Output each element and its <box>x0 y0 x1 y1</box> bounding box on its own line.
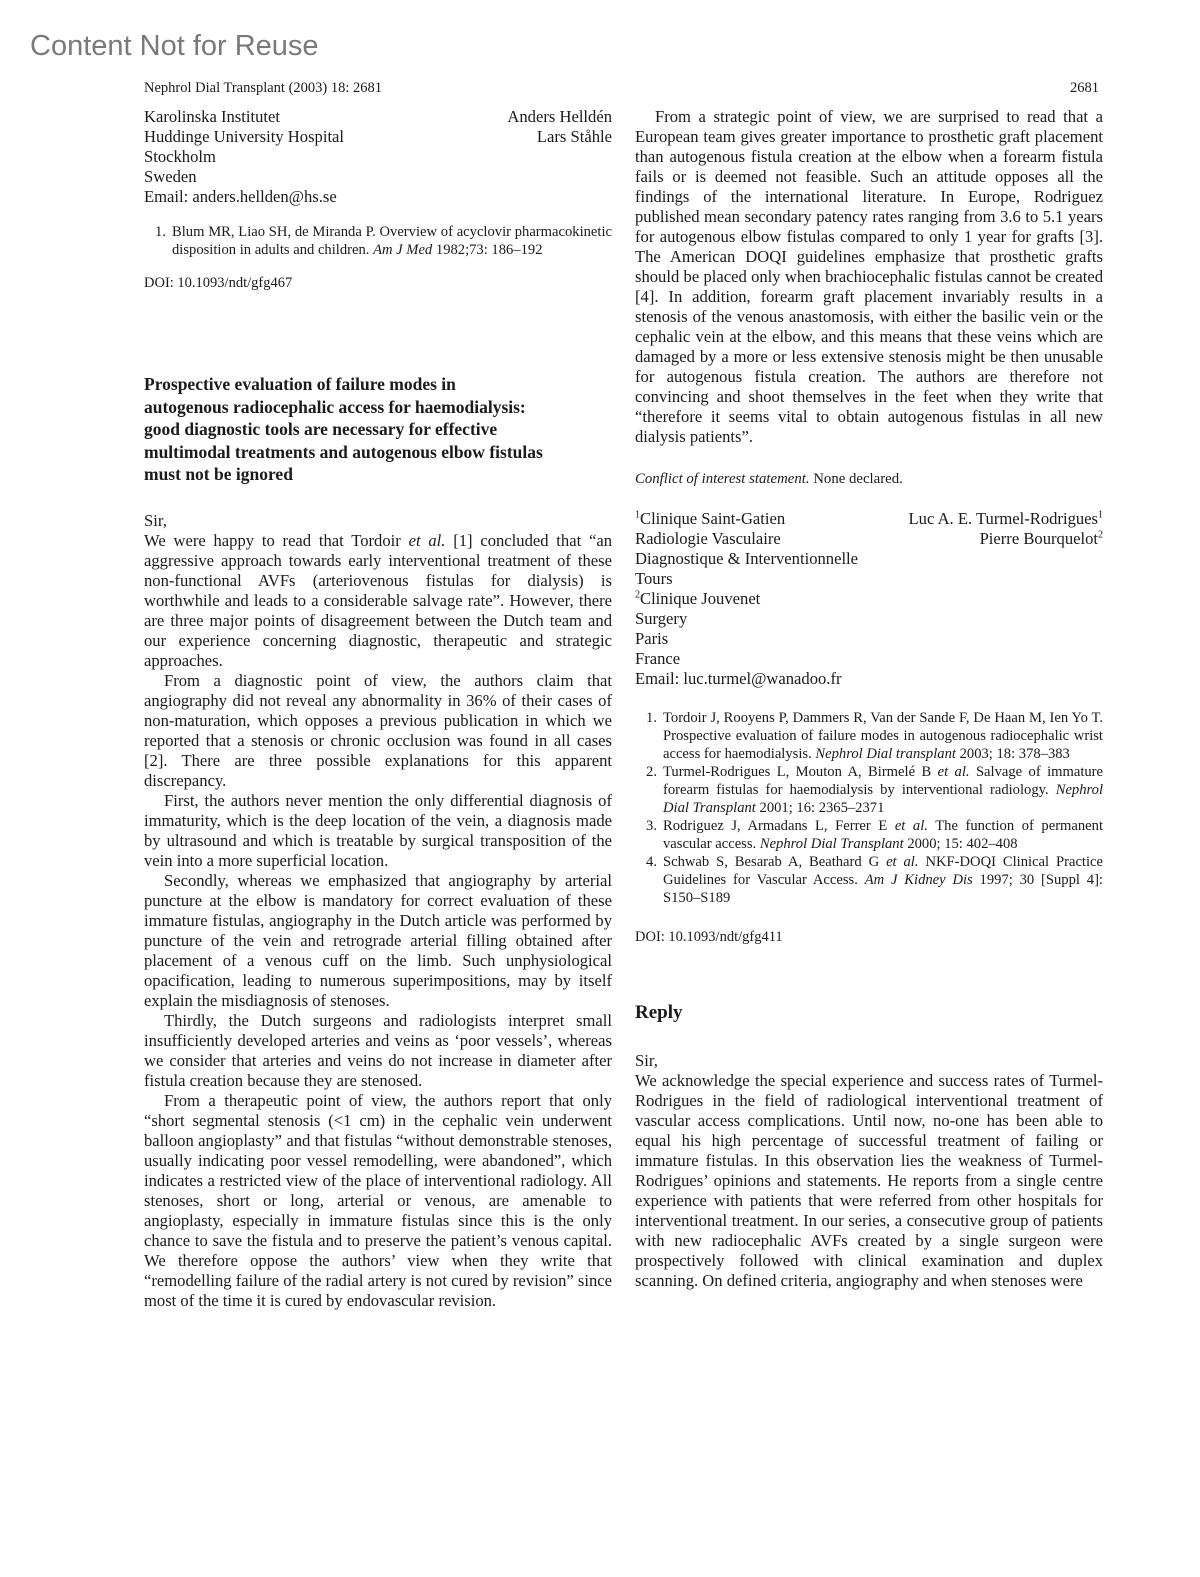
reference-item <box>635 709 1103 763</box>
page-number: 2681 <box>1070 80 1099 96</box>
author-name: Anders Helldén <box>507 107 612 126</box>
reply-heading: Reply <box>635 1002 683 1023</box>
et-al: et al. <box>937 764 970 780</box>
reference-number: 1. <box>155 224 166 240</box>
address-text <box>635 509 785 529</box>
paragraph: From a diagnostic point of view, the authors claim that angiography did not reveal any abnormality in 36% of their cases of non-maturation, which opposes a previous publication in which we reported that a stenosis or chronic occlusion was found in all cases [2]. There are three possible explanations for this apparent discrepancy. <box>144 670 612 790</box>
reference-text: Tordoir J, Rooyens P, Dammers R, Van der Sande F, De Haan M, Ien Yo T. Prospective evaluation of failure modes in autogenous radiocephalic wrist access for haemodialysis. <box>663 710 1103 762</box>
address-line <box>635 509 1103 529</box>
superscript: 2 <box>635 589 640 601</box>
reference-item <box>635 853 1103 907</box>
salutation: Sir, <box>635 1051 658 1070</box>
conflict-of-interest <box>635 469 1103 489</box>
reference-journal: Nephrol Dial Transplant <box>663 782 1104 816</box>
address-line <box>144 147 612 167</box>
address-line: Surgery <box>635 609 688 628</box>
reference-text: Schwab S, Besarab A, Beathard G <box>663 854 880 870</box>
reference-number: 3. <box>646 818 657 834</box>
address-line: France <box>635 649 681 668</box>
paragraph-text: We were happy to read that Tordoir <box>144 530 401 550</box>
salutation: Sir, <box>144 510 167 530</box>
reference-item <box>635 817 1103 853</box>
author-name: Lars Ståhle <box>536 127 612 146</box>
author-address-block <box>635 509 1103 689</box>
address-line <box>635 589 1103 609</box>
paragraph: We acknowledge the special experience and success rates of Turmel-Rodrigues in the field of radiological interventional treatment of vascular access complications. Until now, no-one has been able to equal his high percentage of successful treatment of failing or immature fistulas. In this observation lies the weakness of Turmel-Rodrigues’ opinions and statements. He reports from a single centre experience with patients that were referred from other hospitals for interventional treatment. In our series, a consecutive group of patients with new radiocephalic AVFs created by a single surgeon were prospectively followed with clinical examination and duplex scanning. On defined criteria, angiography and when stenoses were <box>635 1071 1103 1290</box>
address-line: Tours <box>635 569 673 588</box>
paragraph: First, the authors never mention the only differential diagnosis of immaturity, which is the deep location of the vein, a diagnosis made by ultrasound and which is treatable by surgical transposition of the vein into a more superficial location. <box>144 790 612 870</box>
author-name: Pierre Bourquelot <box>979 529 1098 548</box>
left-column <box>144 107 612 1311</box>
email-text: Email: anders.hellden@hs.se <box>144 187 337 206</box>
address-text: Karolinska Institutet <box>144 107 280 126</box>
et-al: et al. <box>408 530 446 550</box>
address-line <box>144 187 612 207</box>
superscript: 2 <box>1098 529 1103 541</box>
et-al: et al. <box>894 818 928 834</box>
reference-number: 4. <box>646 854 657 870</box>
email-text: Email: luc.turmel@wanadoo.fr <box>635 669 842 688</box>
reference-details: 2003; 18: 378–383 <box>959 746 1070 762</box>
reference-journal: Nephrol Dial transplant <box>815 746 956 762</box>
reference-item <box>635 763 1103 817</box>
doi-label: DOI: 10.1093/ndt/gfg467 <box>144 275 293 291</box>
reference-details: 1997; 30 [Suppl 4]: S150–S189 <box>663 872 1103 906</box>
reference-details: 2000; 15: 402–408 <box>907 836 1018 852</box>
author-name: Luc A. E. Turmel-Rodrigues <box>908 509 1098 528</box>
address-text: Clinique Saint-Gatien <box>640 509 786 528</box>
paragraph: Secondly, whereas we emphasized that angiography by arterial puncture at the elbow is mandatory for correct evaluation of these immature fistulas, angiography in the Dutch article was performed by puncture of the vein and retrograde arterial filling obtained after placement of a venous cuff on the limb. Such unphysiological opacification, leading to numerous superimpositions, may by itself explain the misdiagnosis of stenoses. <box>144 870 612 1010</box>
reference-number: 2. <box>646 764 657 780</box>
paragraph <box>144 531 612 671</box>
address-line <box>144 107 612 127</box>
author-address-block <box>144 107 612 207</box>
reference-details: 1982;73: 186–192 <box>435 242 543 258</box>
watermark: Content Not for Reuse <box>30 30 319 62</box>
reference-text: Turmel-Rodrigues L, Mouton A, Birmelé B <box>663 764 932 780</box>
coi-text: None declared. <box>813 471 903 487</box>
reference-text: NKF-DOQI Clinical Practice Guidelines for Vascular Access. <box>663 854 1103 888</box>
address-line: Paris <box>635 629 669 648</box>
superscript: 1 <box>635 509 640 521</box>
author-name <box>980 529 1103 549</box>
author-name <box>909 509 1103 529</box>
reference-journal: Am J Kidney Dis <box>864 872 973 888</box>
doi-label: DOI: 10.1093/ndt/gfg411 <box>635 929 783 945</box>
journal-header: Nephrol Dial Transplant (2003) 18: 2681 <box>144 80 383 96</box>
article-title: Prospective evaluation of failure modes in autogenous radiocephalic access for haemodialysis: good diagnostic tools are necessary for effective multimodal treatments and autogenous elbow fistulas must not be ignored <box>144 374 543 484</box>
address-line <box>144 127 612 147</box>
superscript: 1 <box>1098 509 1103 521</box>
reference-details: 2001; 16: 2365–2371 <box>759 800 885 816</box>
address-text: Clinique Jouvenet <box>640 589 761 608</box>
reference-text: Rodriguez J, Armadans L, Ferrer E <box>663 818 888 834</box>
address-text: Huddinge University Hospital <box>144 127 345 146</box>
address-text: Stockholm <box>144 147 216 166</box>
reference-journal: Am J Med <box>373 242 433 258</box>
paragraph-text: [1] concluded that “an aggressive approach towards early interventional treatment of these non-functional AVFs (arteriovenous fistulas for dialysis) is worthwhile and leads to a considerable salvage rate”. However, there are three major points of disagreement between the Dutch team and our experience concerning diagnostic, therapeutic and strategic approaches. <box>144 530 613 670</box>
address-text: Radiologie Vasculaire <box>635 529 781 548</box>
right-column <box>635 107 1103 1291</box>
reference-text: The function of permanent vascular access. <box>663 818 1104 852</box>
address-line <box>144 167 612 187</box>
et-al: et al. <box>886 854 919 870</box>
reference-number: 1. <box>646 710 657 726</box>
address-line <box>635 529 1103 549</box>
paragraph: Thirdly, the Dutch surgeons and radiologists interpret small insufficiently developed arteries and veins as ‘poor vessels’, whereas we consider that arteries and veins do not increase in diameter after fistula creation because they are stenosed. <box>144 1010 612 1090</box>
reference-item <box>144 223 612 259</box>
coi-label: Conflict of interest statement. <box>635 471 810 487</box>
reference-list <box>144 223 612 259</box>
paragraph: From a strategic point of view, we are surprised to read that a European team gives greater importance to prosthetic graft placement than autogenous fistula creation at the elbow when a forearm fistula fails or is deemed not feasible. Such an attitude opposes all the findings of the international literature. In Europe, Rodriguez published mean secondary patency rates ranging from 3.6 to 5.1 years for autogenous elbow fistulas compared to only 1 year for grafts [3]. The American DOQI guidelines emphasize that prosthetic grafts should be placed only when brachiocephalic fistulas cannot be created [4]. In addition, forearm graft placement invariably results in a stenosis of the venous anastomosis, with either the basilic vein or the cephalic vein at the elbow, and this means that these veins which are damaged by a more or less extensive stenosis might be then unusable for autogenous fistula creation. The authors are therefore not convincing and shoot themselves in the feet when they write that “therefore it seems vital to obtain autogenous fistulas in all new dialysis patients”. <box>635 107 1103 446</box>
paragraph: From a therapeutic point of view, the authors report that only “short segmental stenosis (<1 cm) in the cephalic vein underwent balloon angioplasty” and that fistulas “without demonstrable stenoses, usually indicating poor vessel remodelling, were abandoned”, which indicates a restricted view of the place of interventional radiology. All stenoses, short or long, arterial or venous, are amenable to angioplasty, especially in immature fistulas since this is the only chance to save the fistula and to preserve the patient’s venous capital. We therefore oppose the authors’ view when they write that “remodelling failure of the radial artery is not cured by revision” since most of the time it is cured by endovascular revision. <box>144 1090 612 1310</box>
reference-text: Salvage of immature forearm fistulas for haemodialysis by interventional radiology. <box>663 764 1104 798</box>
reference-text: Blum MR, Liao SH, de Miranda P. Overview of acyclovir pharmacokinetic disposition in adults and children. <box>172 224 612 258</box>
reference-journal: Nephrol Dial Transplant <box>759 836 904 852</box>
address-line: Diagnostique & Interventionnelle <box>635 549 859 568</box>
address-text: Sweden <box>144 167 197 186</box>
reference-list <box>635 709 1103 907</box>
